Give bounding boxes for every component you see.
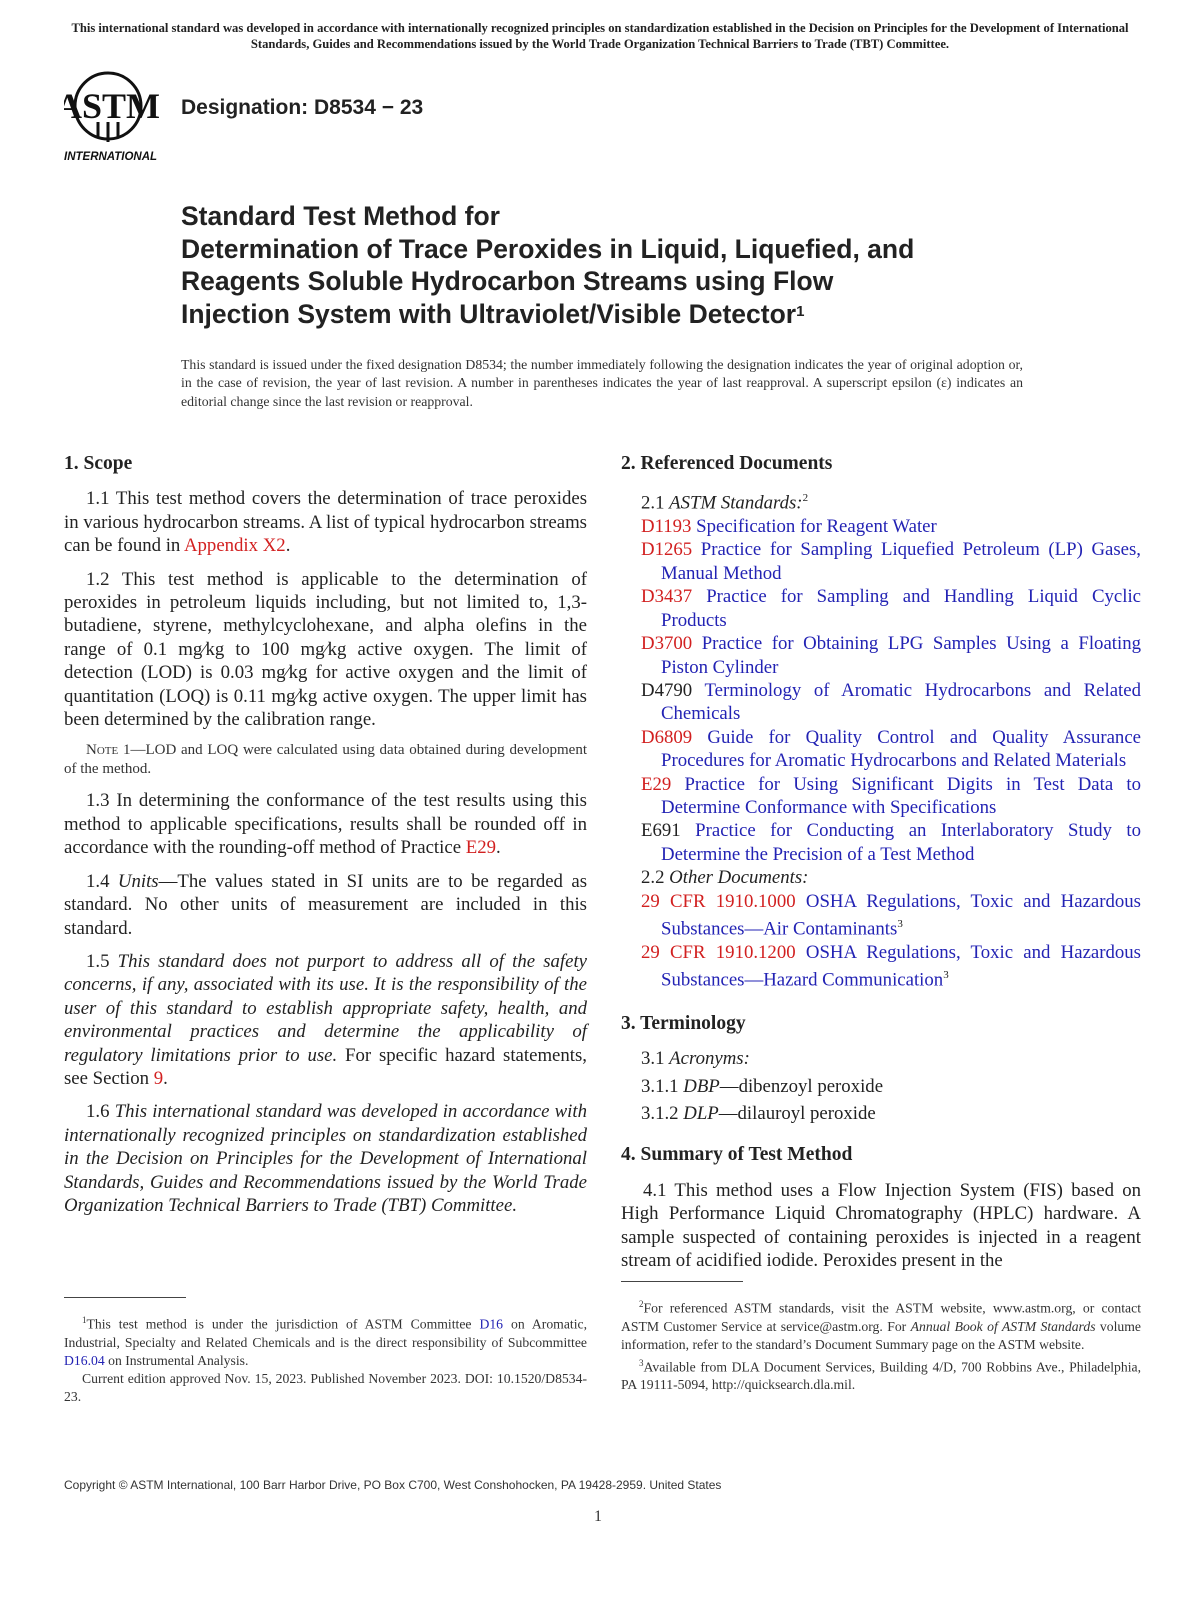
ref-code[interactable]: E29 (641, 773, 672, 795)
paragraph-1-3 (64, 789, 587, 859)
appendix-x2-link[interactable]: Appendix X2 (183, 535, 286, 557)
section-heading-terminology: 3. Terminology (621, 1012, 746, 1034)
astm-logo-icon (64, 70, 172, 166)
ref-code[interactable]: 29 CFR 1910.1200 (641, 941, 796, 963)
footnote-text: Available from DLA Document Services, Building 4/D, 700 Robbins Ave., Philadelphia, PA 19111-5094, http://quicksearch.dla.mil. (621, 1359, 1141, 1393)
paragraph-1-4 (64, 870, 587, 940)
footnote-divider (621, 1281, 743, 1282)
footnote-mark[interactable]: 3 (943, 969, 949, 982)
ref-code[interactable]: 29 CFR 1910.1000 (641, 890, 796, 912)
subsection-2-1 (621, 487, 1141, 515)
term-definition: —dilauroyl peroxide (718, 1102, 876, 1124)
ref-title[interactable]: OSHA Regulations, Toxic and Hazardous Substances—Hazard Communication (661, 941, 1141, 991)
designation: Designation: D8534 − 23 (181, 96, 424, 119)
ref-item[interactable] (621, 941, 1141, 992)
ref-item[interactable] (621, 632, 1141, 679)
ref-title[interactable]: OSHA Regulations, Toxic and Hazardous Substances—Air Contaminants (661, 890, 1141, 940)
ref-title[interactable]: Practice for Obtaining LPG Samples Using a Floating Piston Cylinder (661, 633, 1141, 678)
ref-item[interactable] (621, 773, 1141, 820)
footnote-number: 2 (639, 1299, 644, 1309)
top-notice: This international standard was developed in accordance with internationally recognized principles on standardization established in the Decision on Principles for the Development of International Standards, Guides and Recommendations issued by the World Trade Organization Technical Barriers to Trade (TBT) Committee. (71, 21, 1129, 51)
title-line-3: Reagents Soluble Hydrocarbon Streams using Flow (181, 266, 834, 296)
paragraph-text: For specific hazard statements, see Section (64, 1044, 587, 1089)
footnote-text: volume information, refer to the standard’s Document Summary page on the ASTM website. (621, 1318, 1141, 1352)
section-heading-summary: 4. Summary of Test Method (621, 1144, 853, 1166)
ref-title[interactable]: Practice for Sampling and Handling Liquid Cyclic Products (661, 586, 1142, 631)
ref-code: E691 (641, 820, 681, 842)
committee-d16-link[interactable]: D16 (479, 1316, 504, 1332)
right-column (621, 452, 1141, 1282)
paragraph-number: 1.6 (86, 1101, 115, 1123)
safety-statement: This standard does not purport to address all of the safety concerns, if any, associated with its use. It is the responsibility of the user of this standard to establish appropriate safety, health, and environmental practices and determine the applicability of regulatory limitations prior to use. (64, 950, 588, 1066)
e29-link[interactable]: E29 (465, 837, 496, 859)
spacer (621, 1125, 1141, 1139)
subsection-number: 2.2 (641, 867, 670, 889)
ref-code[interactable]: D3437 (641, 586, 693, 608)
ref-item[interactable] (621, 890, 1141, 941)
logo-label: INTERNATIONAL (64, 151, 158, 163)
punctuation: . (285, 535, 291, 557)
punctuation: . (163, 1067, 168, 1089)
note-text: —LOD and LOQ were calculated using data obtained during development of the method. (64, 742, 588, 778)
footnote-2 (621, 1295, 1141, 1354)
paragraph-text: 1.1 This test method covers the determination of trace peroxides in various hydrocarbon streams. A list of typical hydrocarbon streams can be found in (64, 488, 587, 557)
section-9-link[interactable]: 9 (153, 1067, 164, 1089)
paragraph-1-2: 1.2 This test method is applicable to the determination of peroxides in petroleum liquids including, but not limited to, 1,3-butadiene, styrene, methylcyclohexane, and alpha olefins in the range of 0.1 mg⁄kg to 100 mg⁄kg active oxygen. The limit of detection (LOD) is 0.03 mg⁄kg for active oxygen and the limit of quantitation (LOQ) is 0.11 mg⁄kg active oxygen. The upper limit has been determined by the calibration range. (64, 568, 587, 731)
subsection-label: ASTM Standards: (669, 492, 803, 514)
ref-item[interactable] (621, 726, 1141, 773)
subsection-3-1 (621, 1047, 1141, 1070)
footnotes-left (64, 1311, 587, 1406)
term-number: 3.1.2 (641, 1102, 684, 1124)
title-line-2: Determination of Trace Peroxides in Liquid, Liquefied, and (181, 233, 915, 264)
spacer (621, 992, 1141, 1006)
term: DLP (683, 1102, 719, 1124)
ref-item[interactable] (621, 585, 1141, 632)
footnote-italic: Annual Book of ASTM Standards (910, 1318, 1096, 1334)
punctuation: . (496, 837, 501, 859)
ref-code[interactable]: D1265 (641, 539, 693, 561)
paragraph-text: 1.3 In determining the conformance of the test results using this method to applicable specifications, results shall be rounded off in accordance with the rounding-off method of Practice (64, 790, 587, 859)
term-definition: —dibenzoyl peroxide (719, 1075, 884, 1097)
footnote-1-edition: Current edition approved Nov. 15, 2023. Published November 2023. DOI: 10.1520/D8534-23. (64, 1370, 587, 1404)
document-title (181, 200, 1081, 330)
paragraph-4-1: 4.1 This method uses a Flow Injection System (FIS) based on High Performance Liquid Chromatography (HPLC) hardware. A sample suspected of containing peroxides is injected in a reagent stream of acidified iodide. Peroxides present in the (621, 1179, 1141, 1271)
footnotes-right (621, 1295, 1141, 1394)
issuance-statement: This standard is issued under the fixed designation D8534; the number immediately following the designation indicates the year of original adoption or, in the case of revision, the year of last revision. A number in parentheses indicates the year of last reapproval. A superscript epsilon (ε) indicates an editorial change since the last revision or reapproval. (181, 357, 1023, 409)
title-line-4: Injection System with Ultraviolet/Visible Detector (181, 298, 797, 329)
units-label: Units (117, 870, 159, 892)
subsection-label: Other Documents: (669, 867, 809, 889)
ref-code: D4790 (641, 679, 693, 701)
ref-title[interactable]: Terminology of Aromatic Hydrocarbons and Related Chemicals (661, 679, 1142, 725)
ref-title[interactable]: Guide for Quality Control and Quality Assurance Procedures for Aromatic Hydrocarbons and Related Materials (661, 726, 1141, 772)
ref-title[interactable]: Practice for Sampling Liquefied Petroleum (LP) Gases, Manual Method (661, 539, 1141, 584)
footnote-text: on Aromatic, Industrial, Specialty and Related Chemicals and is the direct responsibility of Subcommittee (64, 1316, 587, 1350)
section-heading-referenced-documents: 2. Referenced Documents (621, 453, 833, 474)
ref-item[interactable] (621, 538, 1141, 585)
subsection-label: Acronyms: (669, 1048, 750, 1070)
ref-code[interactable]: D3700 (641, 633, 693, 655)
footnote-text: For referenced ASTM standards, visit the ASTM website, www.astm.org, or contact ASTM Customer Service at service@astm.org. For (621, 1300, 1141, 1334)
ref-title[interactable]: Practice for Conducting an Interlaboratory Study to Determine the Precision of a Test Method (661, 820, 1142, 865)
footnote-text: on Instrumental Analysis. (104, 1352, 249, 1368)
footnote-text: This test method is under the jurisdiction of ASTM Committee (86, 1316, 480, 1332)
title-footnote-mark[interactable]: 1 (796, 302, 805, 320)
logo-text: ASTM (64, 86, 161, 126)
left-column (64, 452, 587, 1227)
paragraph-1-1 (64, 487, 587, 557)
ref-code[interactable]: D6809 (641, 726, 693, 748)
ref-item[interactable] (621, 515, 1141, 538)
section-heading-scope: 1. Scope (64, 453, 133, 474)
ref-code[interactable]: D1193 (641, 516, 692, 538)
title-line-1: Standard Test Method for (181, 201, 500, 231)
ref-title[interactable]: Specification for Reagent Water (696, 516, 937, 538)
paragraph-1-6 (64, 1100, 587, 1217)
term: DBP (683, 1075, 720, 1097)
footnote-3 (621, 1354, 1141, 1395)
subsection-number: 3.1 (641, 1048, 670, 1070)
footnote-number: 3 (639, 1357, 644, 1368)
footnote-mark[interactable]: 3 (897, 917, 903, 930)
paragraph-number: 1.4 (86, 870, 118, 892)
footnote-divider (64, 1297, 186, 1298)
subsection-number: 2.1 (641, 492, 670, 514)
footnote-number: 1 (82, 1315, 87, 1325)
ref-item[interactable] (621, 819, 1141, 866)
paragraph-number: 1.5 (86, 950, 118, 972)
copyright-line: Copyright © ASTM International, 100 Barr Harbor Drive, PO Box C700, West Conshohocken, PA 19428-2959. United States (64, 1478, 722, 1492)
note-1 (64, 741, 587, 779)
wto-statement: This international standard was developed in accordance with internationally recognized principles on standardization established in the Decision on Principles for the Development of International Standards, Guides and Recommendations issued by the World Trade Organization Technical Barriers to Trade (TBT) Committee. (64, 1101, 588, 1216)
subsection-2-2 (621, 866, 1141, 889)
paragraph-text: —The values stated in SI units are to be regarded as standard. No other units of measurement are included in this standard. (64, 870, 588, 939)
astm-logo (64, 70, 172, 166)
term-dbp (621, 1075, 1141, 1098)
ref-item[interactable] (621, 679, 1141, 726)
footnote-1 (64, 1311, 587, 1370)
page-number: 1 (594, 1508, 602, 1525)
ref-title[interactable]: Practice for Using Significant Digits in Test Data to Determine Conformance with Specifications (661, 773, 1141, 818)
note-label: Note 1 (86, 742, 131, 759)
term-dlp (621, 1102, 1141, 1125)
paragraph-1-5 (64, 950, 587, 1090)
subcommittee-d16-04-link[interactable]: D16.04 (64, 1352, 105, 1368)
term-number: 3.1.1 (641, 1075, 684, 1097)
footnote-mark[interactable]: 2 (802, 492, 809, 505)
